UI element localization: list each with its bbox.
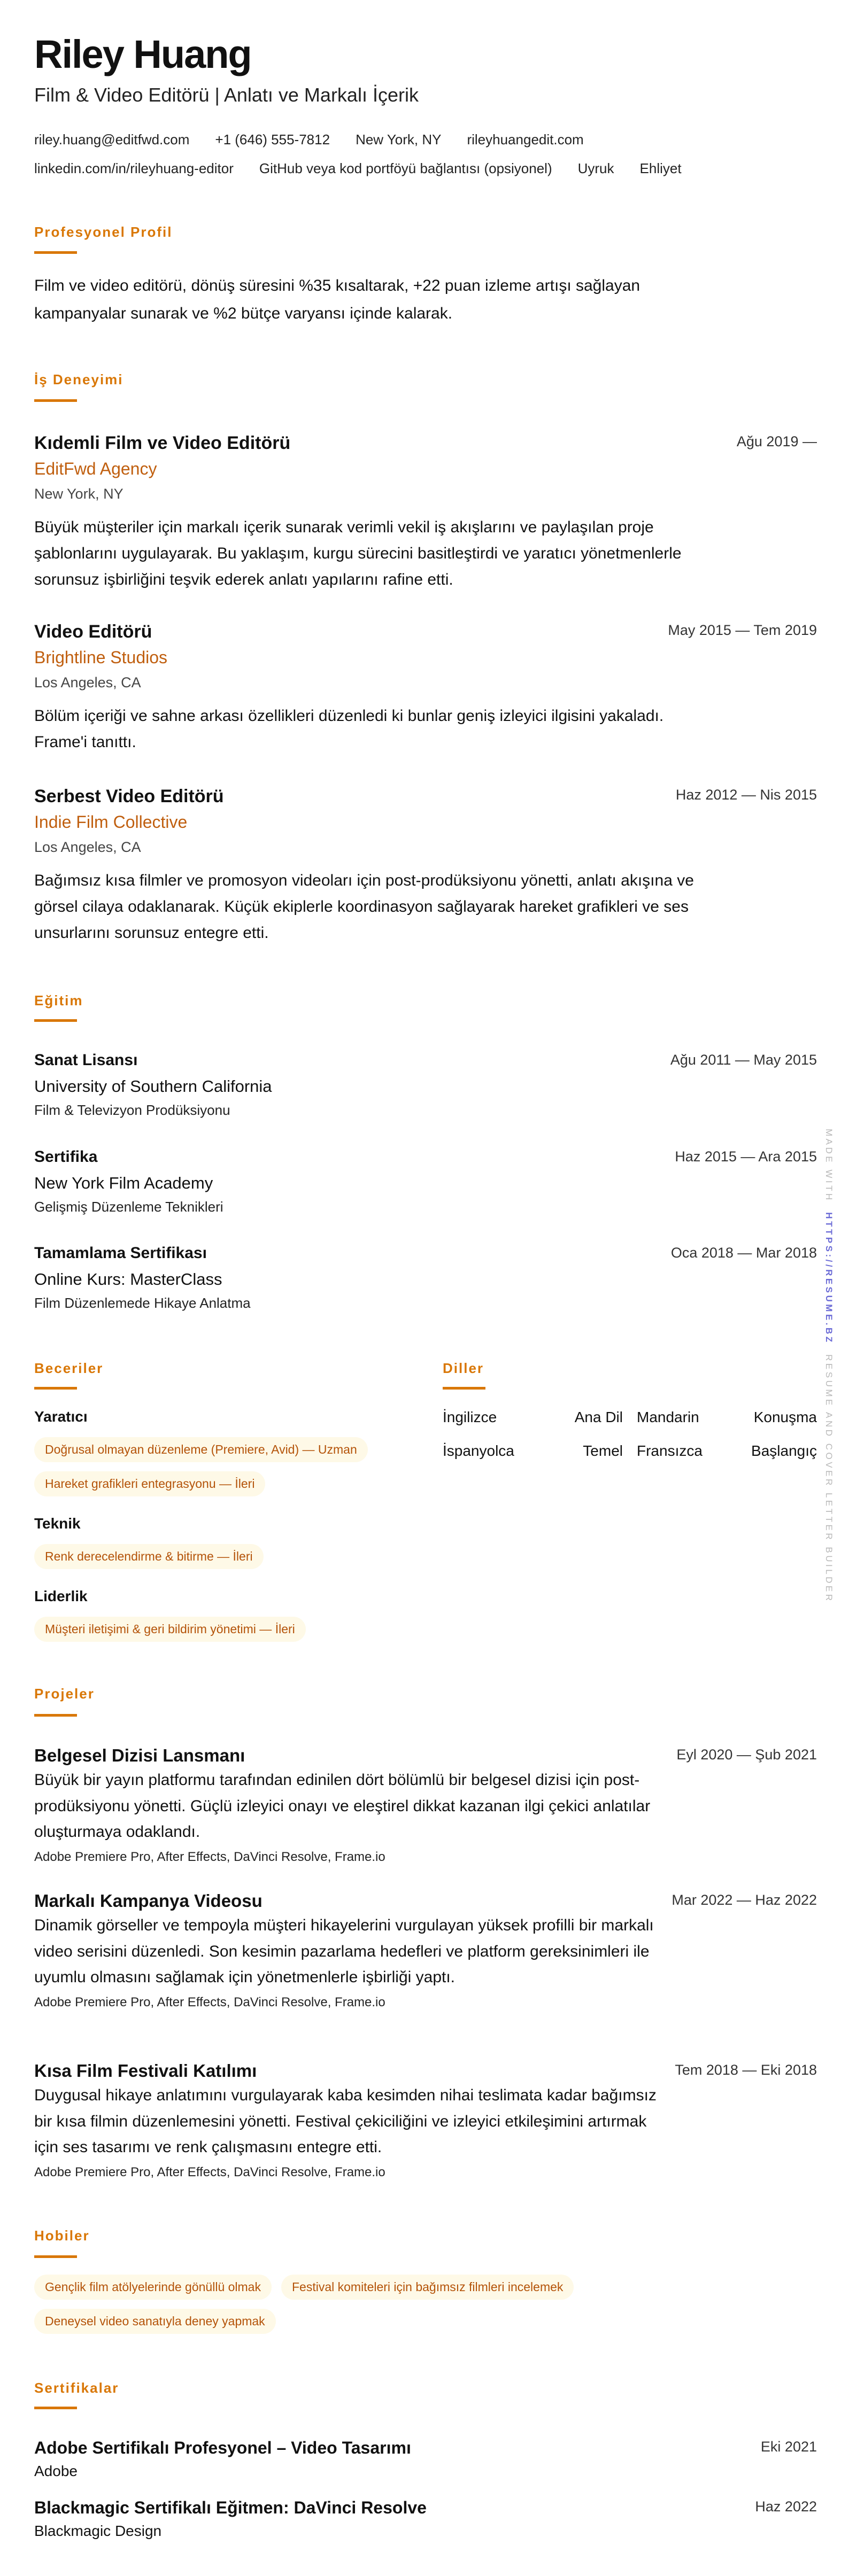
hobby-chip: Festival komiteleri için bağımsız filmleri incelemek <box>281 2275 574 2300</box>
skill-group <box>34 1585 430 1642</box>
job-entry <box>34 431 817 593</box>
contact-linkedin[interactable]: linkedin.com/in/rileyhuang-editor <box>34 160 234 176</box>
skill-chip: Doğrusal olmayan düzenleme (Premiere, Avid) — Uzman <box>34 1437 368 1462</box>
section-title-experience: İş Deneyimi <box>34 371 124 387</box>
skill-chip: Hareket grafikleri entegrasyonu — İleri <box>34 1471 265 1496</box>
section-title-education: Eğitim <box>34 992 83 1008</box>
watermark-prefix: MADE WITH <box>824 1129 834 1202</box>
section-divider <box>34 1019 77 1022</box>
profile-summary: Film ve video editörü, dönüş süresini %35 kısaltarak, +22 puan izleme artışı sağlayan kampanyalar sunarak ve %2 bütçe varyansı içinde kalarak. <box>34 277 640 322</box>
language-name: İspanyolca <box>443 1442 514 1459</box>
section-title-skills: Beceriler <box>34 1360 104 1376</box>
education-entry <box>34 1049 817 1121</box>
hobby-chip: Gençlik film atölyelerinde gönüllü olmak <box>34 2275 272 2300</box>
section-divider <box>34 2255 77 2258</box>
project-entry <box>34 1744 817 1867</box>
job-location: New York, NY <box>34 486 124 502</box>
skill-group-label: Yaratıcı <box>34 1408 88 1425</box>
education-entry <box>34 1242 817 1314</box>
education-date: Oca 2018 — Mar 2018 <box>670 1245 817 1261</box>
project-tech: Adobe Premiere Pro, After Effects, DaVinci Resolve, Frame.io <box>34 1995 385 2009</box>
languages-list <box>443 1406 817 1462</box>
education-degree: Sertifika <box>34 1148 98 1166</box>
certification-date: Haz 2022 <box>755 2499 817 2515</box>
language-level: Ana Dil <box>574 1409 623 1425</box>
hobby-chip: Deneysel video sanatıyla deney yapmak <box>34 2309 276 2334</box>
certification-entry <box>34 2496 817 2542</box>
job-description: Bağımsız kısa filmler ve promosyon videoları için post-prodüksiyonu yönetti, anlatı akışına ve görsel cilaya odaklanarak. Küçük ekiplerle koordinasyon sağlayarak hareket grafikleri ve ses unsurlarını sorunsuz entegre etti. <box>34 872 694 942</box>
skill-group <box>34 1406 430 1496</box>
job-location: Los Angeles, CA <box>34 674 141 690</box>
language-level: Konuşma <box>753 1409 817 1425</box>
language-item <box>637 1440 817 1462</box>
job-entry <box>34 619 817 755</box>
language-name: İngilizce <box>443 1409 497 1425</box>
job-description: Büyük müşteriler için markalı içerik sunarak verimli vekil iş akışlarını ve paylaşılan proje şablonlarını uygulayarak. Bu yaklaşım, kurgu sürecini basitleştirdi ve yaratıcı yönetmenlerle sorunsuz işbirliğini teşvik ederek anlatı yapılarını rafine etti. <box>34 518 682 588</box>
job-title: Serbest Video Editörü <box>34 786 224 806</box>
job-company: Indie Film Collective <box>34 812 188 832</box>
project-date: Eyl 2020 — Şub 2021 <box>676 1747 817 1763</box>
skill-chip: Müşteri iletişimi & geri bildirim yönetimi — İleri <box>34 1617 306 1642</box>
project-title: Markalı Kampanya Videosu <box>34 1891 263 1911</box>
job-date: May 2015 — Tem 2019 <box>668 622 817 638</box>
project-description: Dinamik görseller ve tempoyla müşteri hikayelerini vurgulayan yüksek profilli bir markalı video serisini düzenledi. Son kesimin pazarlama hedefleri ve platform gereksinimleri ile uyumlu olmasını sağlamak için yönetmenlerle işbirliği yaptı. <box>34 1917 654 1986</box>
education-date: Ağu 2011 — May 2015 <box>670 1052 817 1068</box>
section-divider <box>34 1714 77 1717</box>
certification-title: Adobe Sertifikalı Profesyonel – Video Tasarımı <box>34 2438 411 2457</box>
language-item <box>443 1406 623 1429</box>
section-divider <box>443 1387 485 1390</box>
education-field: Film Düzenlemede Hikaye Anlatma <box>34 1295 251 1311</box>
contact-location: New York, NY <box>356 131 442 148</box>
education-school: Online Kurs: MasterClass <box>34 1270 222 1289</box>
project-entry <box>34 2059 817 2182</box>
education-entry <box>34 1146 817 1217</box>
job-title: Video Editörü <box>34 622 152 642</box>
job-description: Bölüm içeriği ve sahne arkası özellikleri düzenledi ki bunlar geniş izleyici ilgisini yakaladı. Frame'i tanıttı. <box>34 707 664 751</box>
contact-license: Ehliyet <box>639 160 682 176</box>
project-entry <box>34 1889 817 2012</box>
builder-watermark <box>823 1129 834 1603</box>
education-field: Gelişmiş Düzenleme Teknikleri <box>34 1199 223 1215</box>
language-level: Temel <box>583 1442 623 1459</box>
certification-date: Eki 2021 <box>760 2439 817 2455</box>
section-title-certifications: Sertifikalar <box>34 2380 119 2396</box>
section-title-languages: Diller <box>443 1360 484 1376</box>
skill-group-label: Liderlik <box>34 1588 88 1604</box>
language-name: Mandarin <box>637 1409 699 1425</box>
job-location: Los Angeles, CA <box>34 839 141 855</box>
education-date: Haz 2015 — Ara 2015 <box>675 1149 817 1165</box>
language-item <box>443 1440 623 1462</box>
certification-issuer: Adobe <box>34 2463 78 2479</box>
project-title: Kısa Film Festivali Katılımı <box>34 2061 257 2081</box>
skill-group <box>34 1512 430 1569</box>
contact-line-1 <box>34 130 584 149</box>
project-tech: Adobe Premiere Pro, After Effects, DaVinci Resolve, Frame.io <box>34 2164 385 2179</box>
job-entry <box>34 784 817 946</box>
education-field: Film & Televizyon Prodüksiyonu <box>34 1102 230 1118</box>
certification-title: Blackmagic Sertifikalı Eğitmen: DaVinci Resolve <box>34 2498 427 2517</box>
project-title: Belgesel Dizisi Lansmanı <box>34 1745 245 1765</box>
contact-email[interactable]: riley.huang@editfwd.com <box>34 131 190 148</box>
education-degree: Tamamlama Sertifikası <box>34 1244 207 1262</box>
job-company: EditFwd Agency <box>34 459 157 478</box>
job-company: Brightline Studios <box>34 648 168 667</box>
section-divider <box>34 399 77 402</box>
contact-line-2 <box>34 159 682 177</box>
skill-chip: Renk derecelendirme & bitirme — İleri <box>34 1544 264 1569</box>
education-degree: Sanat Lisansı <box>34 1051 138 1069</box>
certification-issuer: Blackmagic Design <box>34 2523 162 2539</box>
contact-website[interactable]: rileyhuangedit.com <box>467 131 584 148</box>
section-divider <box>34 251 77 254</box>
contact-github[interactable]: GitHub veya kod portföyü bağlantısı (opsiyonel) <box>259 160 552 176</box>
watermark-suffix: RESUME AND COVER LETTER BUILDER <box>824 1354 834 1603</box>
project-date: Tem 2018 — Eki 2018 <box>675 2062 817 2078</box>
section-divider <box>34 2407 77 2409</box>
skill-group-label: Teknik <box>34 1515 81 1532</box>
watermark-link[interactable]: HTTPS://RESUME.BZ <box>824 1212 834 1345</box>
education-school: New York Film Academy <box>34 1174 213 1192</box>
section-title-profile: Profesyonel Profil <box>34 224 173 240</box>
hobbies-list <box>34 2275 676 2334</box>
job-date: Ağu 2019 — <box>736 433 817 449</box>
candidate-headline: Film & Video Editörü | Anlatı ve Markalı İçerik <box>34 84 419 106</box>
language-item <box>637 1406 817 1429</box>
project-tech: Adobe Premiere Pro, After Effects, DaVinci Resolve, Frame.io <box>34 1849 385 1864</box>
job-date: Haz 2012 — Nis 2015 <box>675 787 817 803</box>
section-title-hobbies: Hobiler <box>34 2228 90 2244</box>
contact-phone[interactable]: +1 (646) 555-7812 <box>215 131 330 148</box>
section-divider <box>34 1387 77 1390</box>
certification-entry <box>34 2436 817 2482</box>
project-description: Büyük bir yayın platformu tarafından edinilen dört bölümlü bir belgesel dizisi için post-prodüksiyonu yönetti. Güçlü izleyici onayı ve eleştirel dikkat kazanan ilgi çekici anlatılar oluşturmaya odaklandı. <box>34 1771 651 1841</box>
contact-nationality: Uyruk <box>577 160 614 176</box>
candidate-name: Riley Huang <box>34 32 251 76</box>
project-date: Mar 2022 — Haz 2022 <box>672 1892 817 1908</box>
education-school: University of Southern California <box>34 1077 272 1096</box>
language-name: Fransızca <box>637 1442 703 1459</box>
job-title: Kıdemli Film ve Video Editörü <box>34 433 291 453</box>
language-level: Başlangıç <box>751 1442 817 1459</box>
project-description: Duygusal hikaye anlatımını vurgulayarak kaba kesimden nihai teslimata kadar bağımsız bir kısa filmin düzenlemesini yönetti. Festival çekiciliğini ve izleyici etkileşimini artırmak için ses tasarımı ve renk çalışmasını entegre etti. <box>34 2086 657 2156</box>
section-title-projects: Projeler <box>34 1686 95 1702</box>
